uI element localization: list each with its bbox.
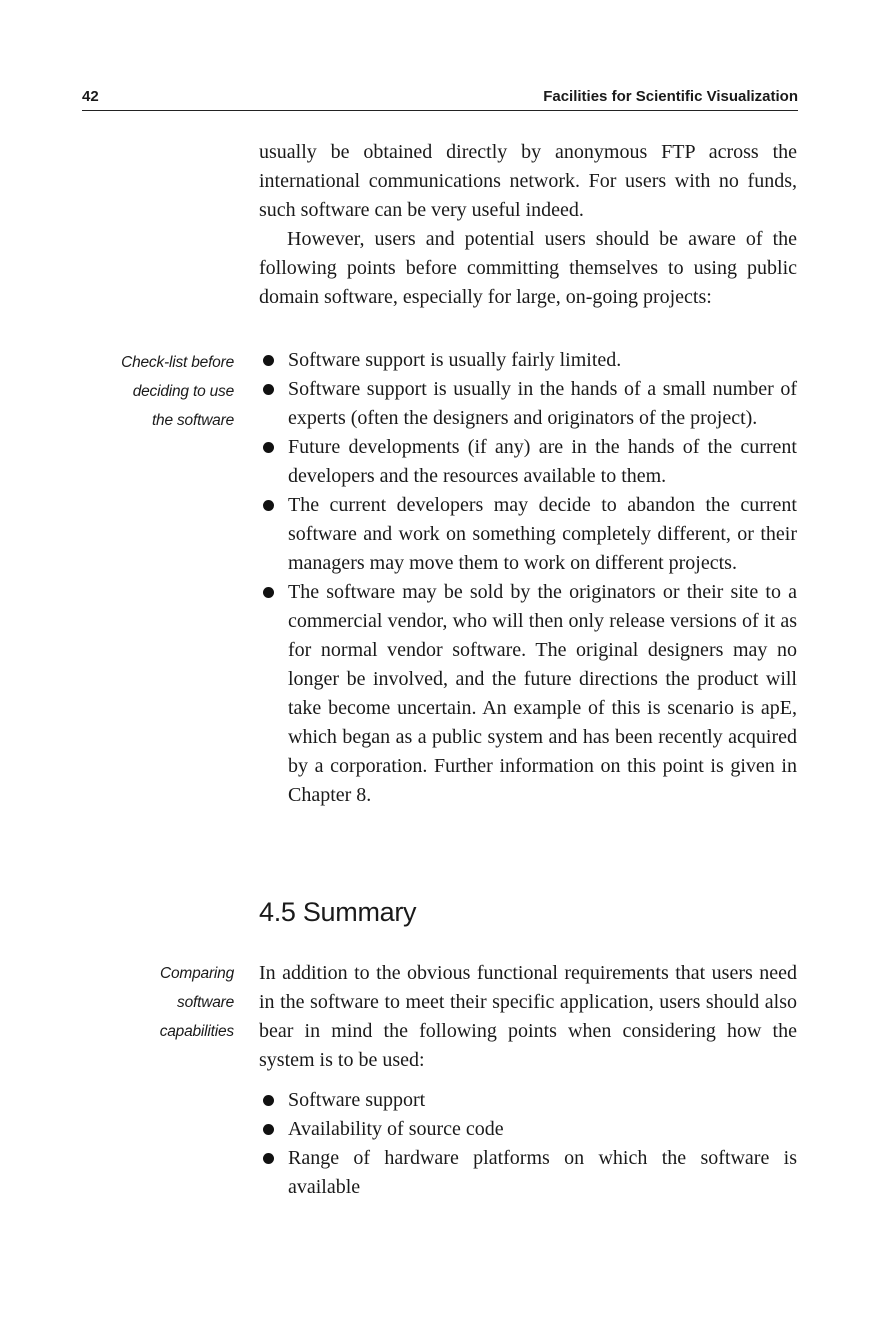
intro-paragraph-2: However, users and potential users should be aware of the following points before committing themselves to using public domain software, especially for large, on-going projects: bbox=[259, 228, 797, 308]
margin-note-checklist bbox=[60, 348, 234, 435]
margin-note-line: the software bbox=[151, 412, 234, 429]
margin-note-line: Comparing bbox=[159, 965, 234, 982]
list-item: Software support is usually in the hands of a small number of experts (often the designers and originators of the project). bbox=[259, 375, 797, 433]
page-number: 42 bbox=[82, 88, 99, 105]
list-item: The software may be sold by the originators or their site to a commercial vendor, who will then only release versions of it as for normal vendor software. The original designers may no longer be involved, and the future directions the product will take become uncertain. An example of this is scenario is apE, which began as a public system and has been recently acquired by a corporation. Further information on this point is given in Chapter 8. bbox=[259, 578, 797, 810]
list-item: The current developers may decide to abandon the current software and work on something completely different, or their managers may move them to work on different projects. bbox=[259, 491, 797, 578]
margin-note-line: capabilities bbox=[159, 1023, 234, 1040]
margin-note-line: Check-list before bbox=[121, 354, 234, 371]
list-item: Range of hardware platforms on which the software is available bbox=[259, 1144, 797, 1202]
list-item: Software support bbox=[259, 1086, 797, 1115]
intro-paragraph-1: usually be obtained directly by anonymous FTP across the international communications network. For users with no funds, such software can be very useful indeed. bbox=[259, 141, 797, 221]
section-number: 4.5 bbox=[259, 897, 296, 927]
checklist-bullets bbox=[259, 346, 797, 810]
running-title: Facilities for Scientific Visualization bbox=[543, 88, 798, 105]
running-head bbox=[82, 86, 798, 111]
summary-bullets bbox=[259, 1086, 797, 1202]
margin-note-line: deciding to use bbox=[132, 383, 234, 400]
list-item: Availability of source code bbox=[259, 1115, 797, 1144]
section-heading bbox=[259, 897, 416, 928]
section-title: Summary bbox=[302, 897, 417, 927]
summary-paragraph: In addition to the obvious functional requirements that users need in the software to meet their specific application, users should also bear in mind the following points when considering how the system is to be used: bbox=[259, 962, 797, 1071]
list-item: Future developments (if any) are in the hands of the current developers and the resources available to them. bbox=[259, 433, 797, 491]
margin-note-line: software bbox=[177, 994, 234, 1011]
list-item: Software support is usually fairly limited. bbox=[259, 346, 797, 375]
margin-note-comparing bbox=[60, 959, 234, 1046]
